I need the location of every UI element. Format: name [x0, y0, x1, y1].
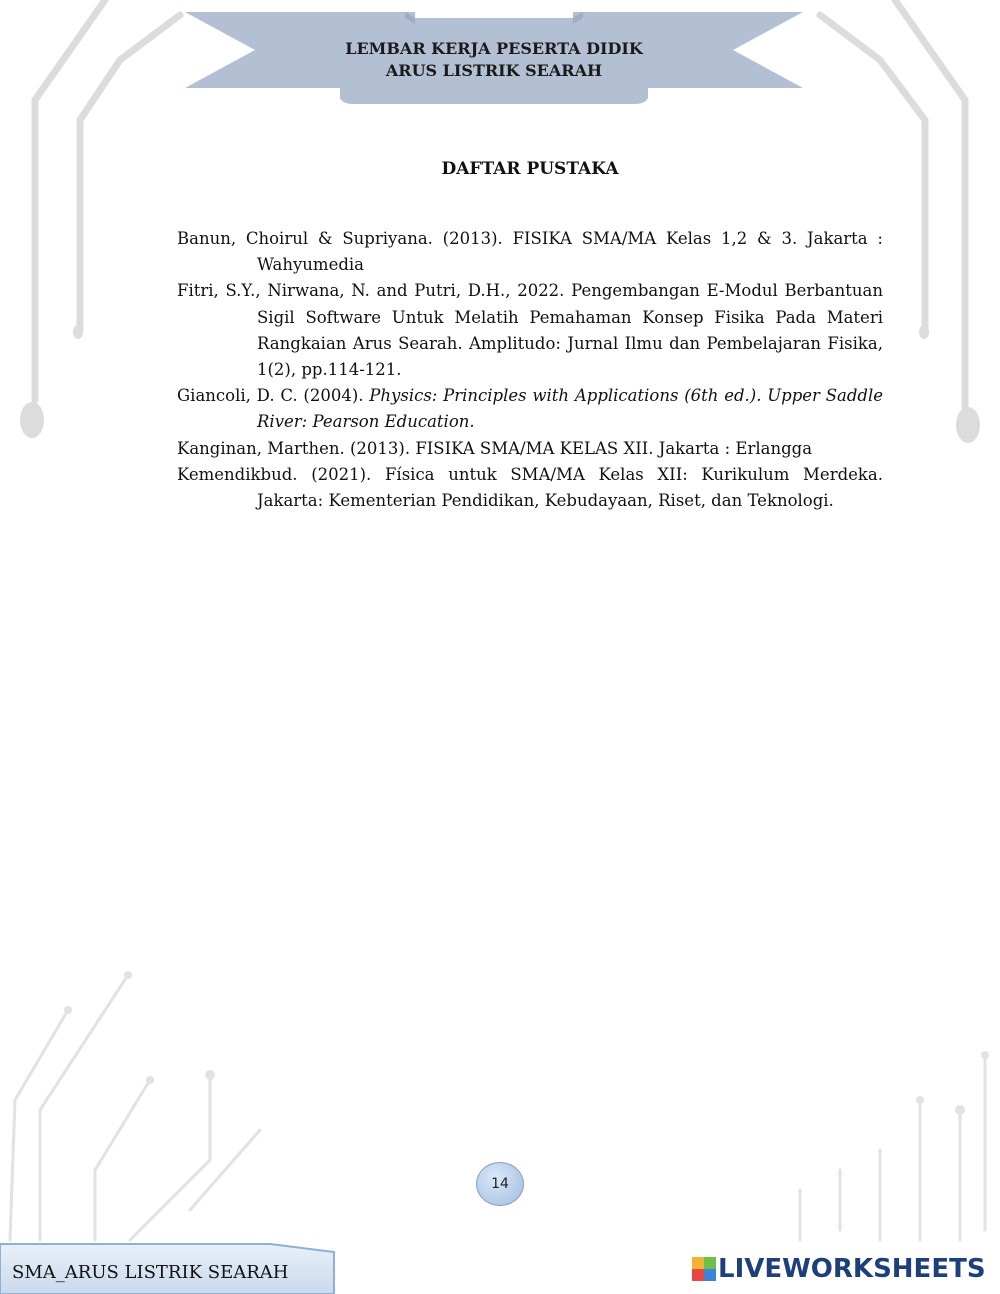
reference-item: Kemendikbud. (2021). Física untuk SMA/MA Kelas XII: Kurikulum Merdeka. Jakarta: Kementerian Pendidikan, Kebudayaan, Riset, dan Teknologi.: [177, 464, 883, 511]
liveworksheets-logo-icon: [692, 1257, 716, 1281]
reference-item: Kanginan, Marthen. (2013). FISIKA SMA/MA KELAS XII. Jakarta : Erlangga: [177, 438, 813, 458]
header-line-1: LEMBAR KERJA PESERTA DIDIK: [345, 39, 643, 58]
reference-item: Fitri, S.Y., Nirwana, N. and Putri, D.H., 2022. Pengembangan E-Modul Berbantuan Sigil Software Untuk Melatih Pemahaman Konsep Fisika Pada Materi Rangkaian Arus Searah. Amplitudo: Jurnal Ilmu dan Pembelajaran Fisika, 1(2), pp.114-121.: [177, 281, 883, 380]
reference-item: Giancoli, D. C. (2004). Physics: Principles with Applications (6th ed.). Upper Saddle River: Pearson Education.: [177, 386, 883, 432]
footer-label: SMA_ARUS LISTRIK SEARAH: [12, 1262, 289, 1283]
reference-list: [177, 226, 883, 514]
page-title: DAFTAR PUSTAKA: [441, 159, 619, 179]
page-number-badge: 14: [476, 1162, 524, 1206]
header-line-2: ARUS LISTRIK SEARAH: [385, 61, 603, 80]
footer-tab: [0, 1242, 336, 1294]
reference-item: Banun, Choirul & Supriyana. (2013). FISIKA SMA/MA Kelas 1,2 & 3. Jakarta : Wahyumedia: [177, 229, 883, 275]
reference-italic-title: Physics: Principles with Applications (6th ed.). Upper Saddle River: Pearson Education.: [257, 386, 883, 432]
header-banner: [185, 10, 803, 105]
liveworksheets-brand[interactable]: [692, 1254, 986, 1284]
brand-text: LIVEWORKSHEETS: [718, 1254, 986, 1284]
